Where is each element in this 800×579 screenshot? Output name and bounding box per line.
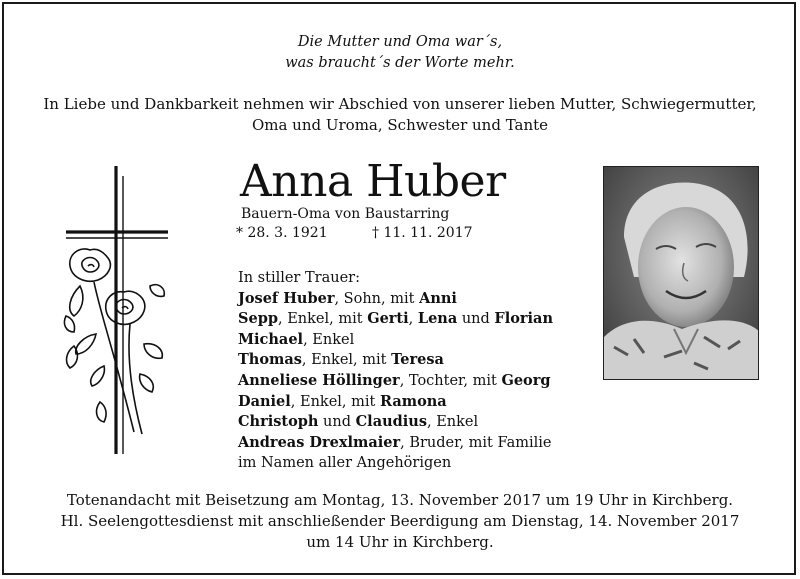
mourner-line: Anneliese Höllinger, Tochter, mit Georg xyxy=(238,371,551,389)
portrait-image xyxy=(604,167,759,380)
death-date: † 11. 11. 2017 xyxy=(372,225,473,241)
mourner-line: Daniel, Enkel, mit Ramona xyxy=(238,392,447,410)
mourners-closing: im Namen aller Angehörigen xyxy=(238,455,452,472)
quote-line-2: was braucht´s der Worte mehr. xyxy=(285,55,515,71)
quote-line-1: Die Mutter und Oma war´s, xyxy=(297,34,503,50)
cross-with-roses-icon xyxy=(60,166,170,456)
memorial-quote xyxy=(0,32,800,74)
service-line-2: Hl. Seelengottesdienst mit anschließender Beerdigung am Dienstag, 14. November 2017 xyxy=(60,512,740,530)
mourners-heading: In stiller Trauer: xyxy=(238,270,360,286)
mourner-line: Andreas Drexlmaier, Bruder, mit Familie xyxy=(238,433,552,451)
intro-line-2: Oma und Uroma, Schwester und Tante xyxy=(251,116,549,134)
deceased-name: Anna Huber xyxy=(240,156,506,207)
mourner-line: Christoph und Claudius, Enkel xyxy=(238,413,479,431)
mourner-line: Michael, Enkel xyxy=(238,330,355,348)
service-announcement xyxy=(0,490,800,553)
deceased-subtitle: Bauern-Oma von Baustarring xyxy=(241,206,450,222)
birth-date: * 28. 3. 1921 xyxy=(236,225,328,241)
mourner-line: Sepp, Enkel, mit Gerti, Lena und Florian xyxy=(238,310,553,328)
mourners-list xyxy=(238,268,553,474)
mourner-line: Josef Huber, Sohn, mit Anni xyxy=(238,289,457,307)
service-line-1: Totenandacht mit Beisetzung am Montag, 13. November 2017 um 19 Uhr in Kirchberg. xyxy=(66,491,734,509)
farewell-intro xyxy=(0,94,800,136)
intro-line-1: In Liebe und Dankbarkeit nehmen wir Abschied von unserer lieben Mutter, Schwiegermutter, xyxy=(43,95,757,113)
portrait-photo xyxy=(603,166,759,380)
service-line-3: um 14 Uhr in Kirchberg. xyxy=(306,533,494,551)
mourner-line: Thomas, Enkel, mit Teresa xyxy=(238,351,444,369)
